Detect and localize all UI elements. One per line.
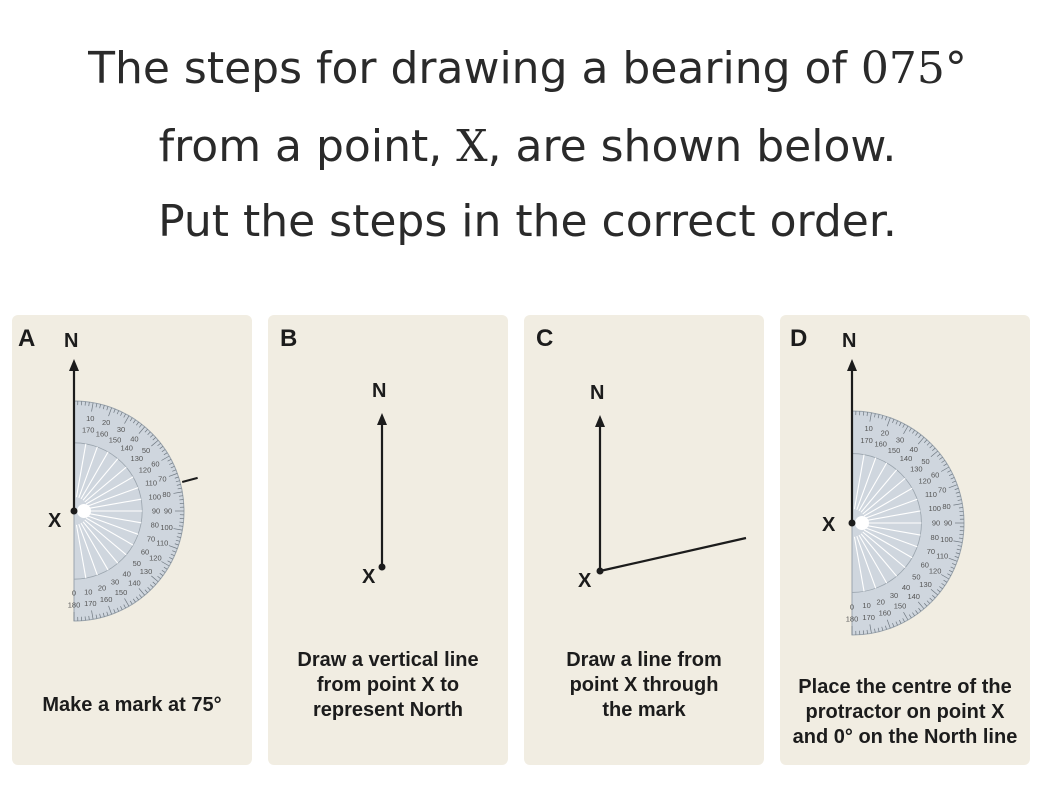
scale-number-inner: 10: [84, 587, 93, 597]
bearing-value: 075: [860, 43, 945, 94]
scale-number-inner: 40: [901, 582, 911, 592]
scale-number-inner: 170: [860, 435, 873, 445]
scale-number: 120: [928, 566, 942, 576]
caption-line: the mark: [602, 699, 686, 721]
north-arrow-icon: [595, 415, 605, 427]
scale-number-inner: 60: [920, 560, 929, 570]
scale-number: 20: [880, 428, 890, 438]
protractor: [68, 401, 198, 621]
point-name: X: [456, 121, 488, 172]
caption-line: and 0° on the North line: [792, 726, 1018, 748]
north-arrow-icon: [377, 413, 387, 425]
caption-line: represent North: [312, 699, 464, 721]
north-arrow-icon: [847, 359, 857, 371]
scale-number: 150: [893, 601, 907, 611]
question-line-3: Put the steps in the correct order.: [158, 196, 897, 247]
step-panel-a[interactable]: [12, 315, 252, 765]
degree-symbol: °: [944, 43, 967, 94]
point-label: X: [578, 570, 592, 592]
point-x: [849, 520, 856, 527]
scale-number: 30: [895, 435, 905, 445]
scale-number: 130: [919, 580, 932, 590]
scale-number-inner: 20: [97, 583, 107, 593]
scale-number: 10: [86, 413, 95, 423]
scale-number-inner: 80: [150, 520, 159, 530]
scale-number-inner: 0: [71, 588, 77, 598]
protractor: [846, 411, 964, 635]
caption-line: protractor on point X: [805, 701, 1005, 723]
scale-number-inner: 120: [138, 465, 152, 475]
scale-number: 140: [907, 592, 920, 602]
protractor-centre: [77, 504, 91, 518]
scale-number-inner: 0: [849, 602, 855, 612]
step-letter: B: [280, 325, 298, 352]
scale-number: 50: [141, 446, 151, 456]
question-line-2: [0, 120, 1055, 174]
scale-number-inner: 120: [918, 476, 932, 486]
scale-number: 20: [101, 418, 111, 428]
step-caption: [268, 648, 508, 723]
scale-number: 40: [130, 434, 139, 444]
scale-number: 70: [938, 485, 947, 495]
scale-number: 90: [163, 506, 173, 516]
scale-number-inner: 60: [140, 547, 150, 557]
north-label: N: [64, 330, 79, 352]
scale-number: 110: [936, 551, 949, 561]
north-label: N: [372, 380, 387, 402]
scale-number: 60: [151, 459, 160, 469]
point-label: X: [362, 566, 376, 588]
scale-number-inner: 150: [887, 445, 901, 455]
scale-number: 100: [940, 535, 953, 545]
scale-number: 100: [160, 522, 173, 532]
question-text: The steps for drawing a bearing of: [88, 43, 847, 94]
scale-number-inner: 140: [120, 443, 133, 453]
scale-number-inner: 130: [910, 464, 923, 474]
scale-number: 80: [162, 490, 171, 500]
scale-number-inner: 40: [122, 569, 131, 579]
scale-number-inner: 70: [146, 534, 156, 544]
point-x: [597, 568, 604, 575]
point-label: X: [822, 514, 836, 536]
question-line-2-post: , are shown below.: [487, 121, 897, 172]
scale-number: 140: [128, 578, 141, 588]
scale-number: 50: [921, 456, 930, 466]
step-letter: A: [18, 325, 36, 352]
scale-number: 160: [99, 594, 113, 604]
north-label: N: [842, 330, 857, 352]
step-letter: C: [536, 325, 554, 352]
scale-number-inner: 100: [148, 492, 162, 502]
point-x: [71, 508, 78, 515]
scale-number-inner: 30: [110, 577, 120, 587]
scale-number-inner: 140: [899, 454, 913, 464]
caption-line: Draw a vertical line: [297, 649, 479, 671]
bearing-line: [600, 538, 746, 571]
scale-number: 70: [158, 474, 167, 484]
scale-number-inner: 160: [95, 429, 109, 439]
scale-number: 30: [116, 425, 126, 435]
protractor-centre: [855, 516, 869, 530]
scale-number-inner: 110: [145, 478, 158, 488]
scale-number: 120: [149, 553, 162, 563]
scale-number-inner: 170: [81, 425, 95, 435]
scale-number-inner: 50: [132, 559, 141, 569]
step-panel-c[interactable]: [524, 315, 764, 765]
caption-text: Make a mark at: [42, 694, 192, 716]
scale-number: 180: [67, 600, 81, 610]
scale-number-inner: 30: [889, 591, 899, 601]
caption-line: point X through: [569, 674, 719, 696]
scale-number: 10: [864, 423, 873, 433]
scale-number-inner: 110: [924, 489, 937, 499]
scale-number-inner: 20: [876, 597, 885, 607]
step-panel-d[interactable]: [780, 315, 1030, 765]
step-panel-b[interactable]: [268, 315, 508, 765]
caption-line: Place the centre of the: [798, 676, 1012, 698]
scale-number-inner: 150: [108, 435, 122, 445]
step-caption: [12, 693, 252, 718]
scale-number-inner: 90: [931, 518, 941, 528]
north-label: N: [590, 382, 605, 404]
scale-number: 130: [139, 566, 153, 576]
scale-number-inner: 50: [912, 572, 921, 582]
scale-number: 40: [909, 444, 918, 454]
scale-number-inner: 130: [130, 453, 144, 463]
step-caption: [524, 648, 764, 723]
question-line-2-pre: from a point,: [158, 121, 457, 172]
bearing-mark: [182, 478, 197, 482]
scale-number: 170: [84, 599, 97, 609]
scale-number: 80: [942, 501, 951, 511]
scale-number: 90: [943, 518, 953, 528]
caption-angle: 75°: [191, 694, 222, 716]
step-letter: D: [790, 325, 808, 352]
scale-number-inner: 80: [930, 533, 939, 543]
point-label: X: [48, 510, 62, 532]
point-x: [379, 564, 386, 571]
scale-number-inner: 70: [926, 547, 936, 557]
caption-line: Draw a line from: [566, 649, 722, 671]
caption-line: from point X to: [316, 674, 460, 696]
scale-number: 160: [878, 608, 892, 618]
scale-number-inner: 90: [151, 506, 161, 516]
step-caption: [780, 675, 1030, 750]
scale-number: 170: [862, 613, 875, 623]
scale-number-inner: 160: [874, 439, 887, 449]
north-arrow-icon: [69, 359, 79, 371]
scale-number: 180: [845, 614, 859, 624]
scale-number: 60: [930, 470, 940, 480]
scale-number: 150: [114, 587, 128, 597]
question-line-1: [0, 42, 1055, 96]
scale-number-inner: 100: [928, 503, 941, 513]
scale-number-inner: 10: [862, 601, 871, 611]
scale-number: 110: [156, 538, 169, 548]
